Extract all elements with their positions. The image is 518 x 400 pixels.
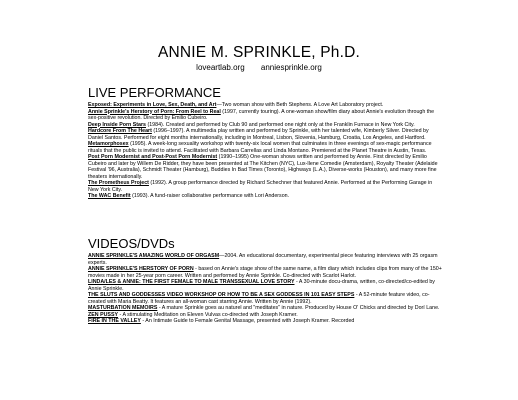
videos-section — [88, 236, 444, 325]
performance-entry: The Prometheus Project (1992). A group performance directed by Richard Schechner that featured Annie. Performed at the Performing Garage in New York City. — [88, 180, 433, 193]
video-entry: ANNIE SPRINKLE'S AMAZING WORLD OF ORGASM—2004. An educational documentary, experimental piece featuring interviews with 25 orgasm experts. — [88, 253, 438, 266]
video-entry: ANNIE SPRINKLE'S HERSTORY OF PORN - based on Annie's stage show of the same name, a film diary which includes clips from many of the 150+ movies made in her 25-year porn career. Written and performed by Annie Sprinkle. Co-directed with Scarlot Harlot. — [88, 266, 442, 279]
live-performance-section — [88, 85, 444, 200]
video-entry: THE SLUTS AND GODDESSES VIDEO WORKSHOP OR HOW TO BE A SEX GODDESS IN 101 EASY STEPS - A 52-minute feature video, co-created with Maria Beatty. It features an all-woman cast starring Annie. Written by Annie (1992). — [88, 292, 430, 305]
website-anniesprinkle[interactable]: anniesprinkle.org — [260, 63, 322, 72]
video-entry: ZEN PUSSY - A stimulating Meditation on Eleven Vulvas co-directed with Joseph Kramer. — [88, 311, 298, 318]
section-title-live-performance: LIVE PERFORMANCE — [88, 85, 221, 100]
video-entry: LINDA/LES & ANNIE: THE FIRST FEMALE TO MALE TRANSSEXUAL LOVE STORY - A 30-minute docu-drama, written, co-directed/co-edited by Annie Sprinkle. — [88, 279, 435, 292]
author-name: ANNIE M. SPRINKLE, Ph.D. — [157, 44, 361, 61]
header — [0, 44, 518, 73]
performance-entry: Exposed: Experiments in Love, Sex, Death, and Art—Two woman show with Beth Stephens. A Love Art Laboratory project. — [88, 102, 384, 108]
website-loveartlab[interactable]: loveartlab.org — [196, 63, 245, 72]
performance-entry: The WAC Benefit (1993). A fund-raiser collaborative performance with Lori Anderson. — [88, 193, 290, 199]
performance-entry: Post Porn Modernist and Post-Post Porn Modernist (1990–1995) One-woman shows written and performed by Annie. First directed by Emilio Cubeiro and later by Willem De Ridder, they have been presented at The Kitchen (NYC), Lux-Ilene Comedie (Amsterdam), Royalty Theater (Adelaide Festival '96, Australia), Schmidt Theater (Hamburg), Buddies In Bad Times (Toronto), Highways (L.A.), Diverse-works (Houston), and many more fine theaters internationally. — [88, 154, 438, 180]
performance-entry: Metamorphosex (1995). A week-long sexuality workshop with twenty-six local women that culminates in three evenings of sex-magic performance rituals that the public is invited to attend. Facilitated with Barbara Carrellas and Linda Montano. Premiered at the Planet Theatre in Austin, Texas. — [88, 141, 432, 154]
performance-entry: Hardcore From The Heart (1996–1997). A multimedia play written and performed by Sprinkle, with her talented wife, Kimberly Silver. Directed by Daniel Santos. Performed for eight months internationally, including in Montreal, Lisbon, Slovenia, Hamburg, Croatia, Los Angeles, and Hartford. — [88, 128, 429, 141]
website-links — [0, 63, 518, 73]
video-entry: MASTURBATION MEMOIRS - A mature Sprinkle goes au naturel and "meditates" in nature. Produced by House O' Chicks and directed by Dorí Lane. — [88, 305, 440, 311]
section-title-videos: VIDEOS/DVDs — [88, 236, 175, 251]
video-entry: FIRE IN THE VALLEY - An Intimate Guide to Female Genital Massage, presented with Joseph Kramer. Recorded — [88, 318, 355, 324]
performance-entry: Deep Inside Porn Stars (1984). Created and performed by Club 90 and performed one night only at the Franklin Furnace in New York City. — [88, 121, 415, 128]
performance-entry: Annie Sprinkle's Herstory of Porn: From Reel to Real (1997, currently touring). A one-woman show/film diary about Annie's evolution through the sex-positive revolution. Directed by Emilio Cubeiro. — [88, 108, 435, 121]
